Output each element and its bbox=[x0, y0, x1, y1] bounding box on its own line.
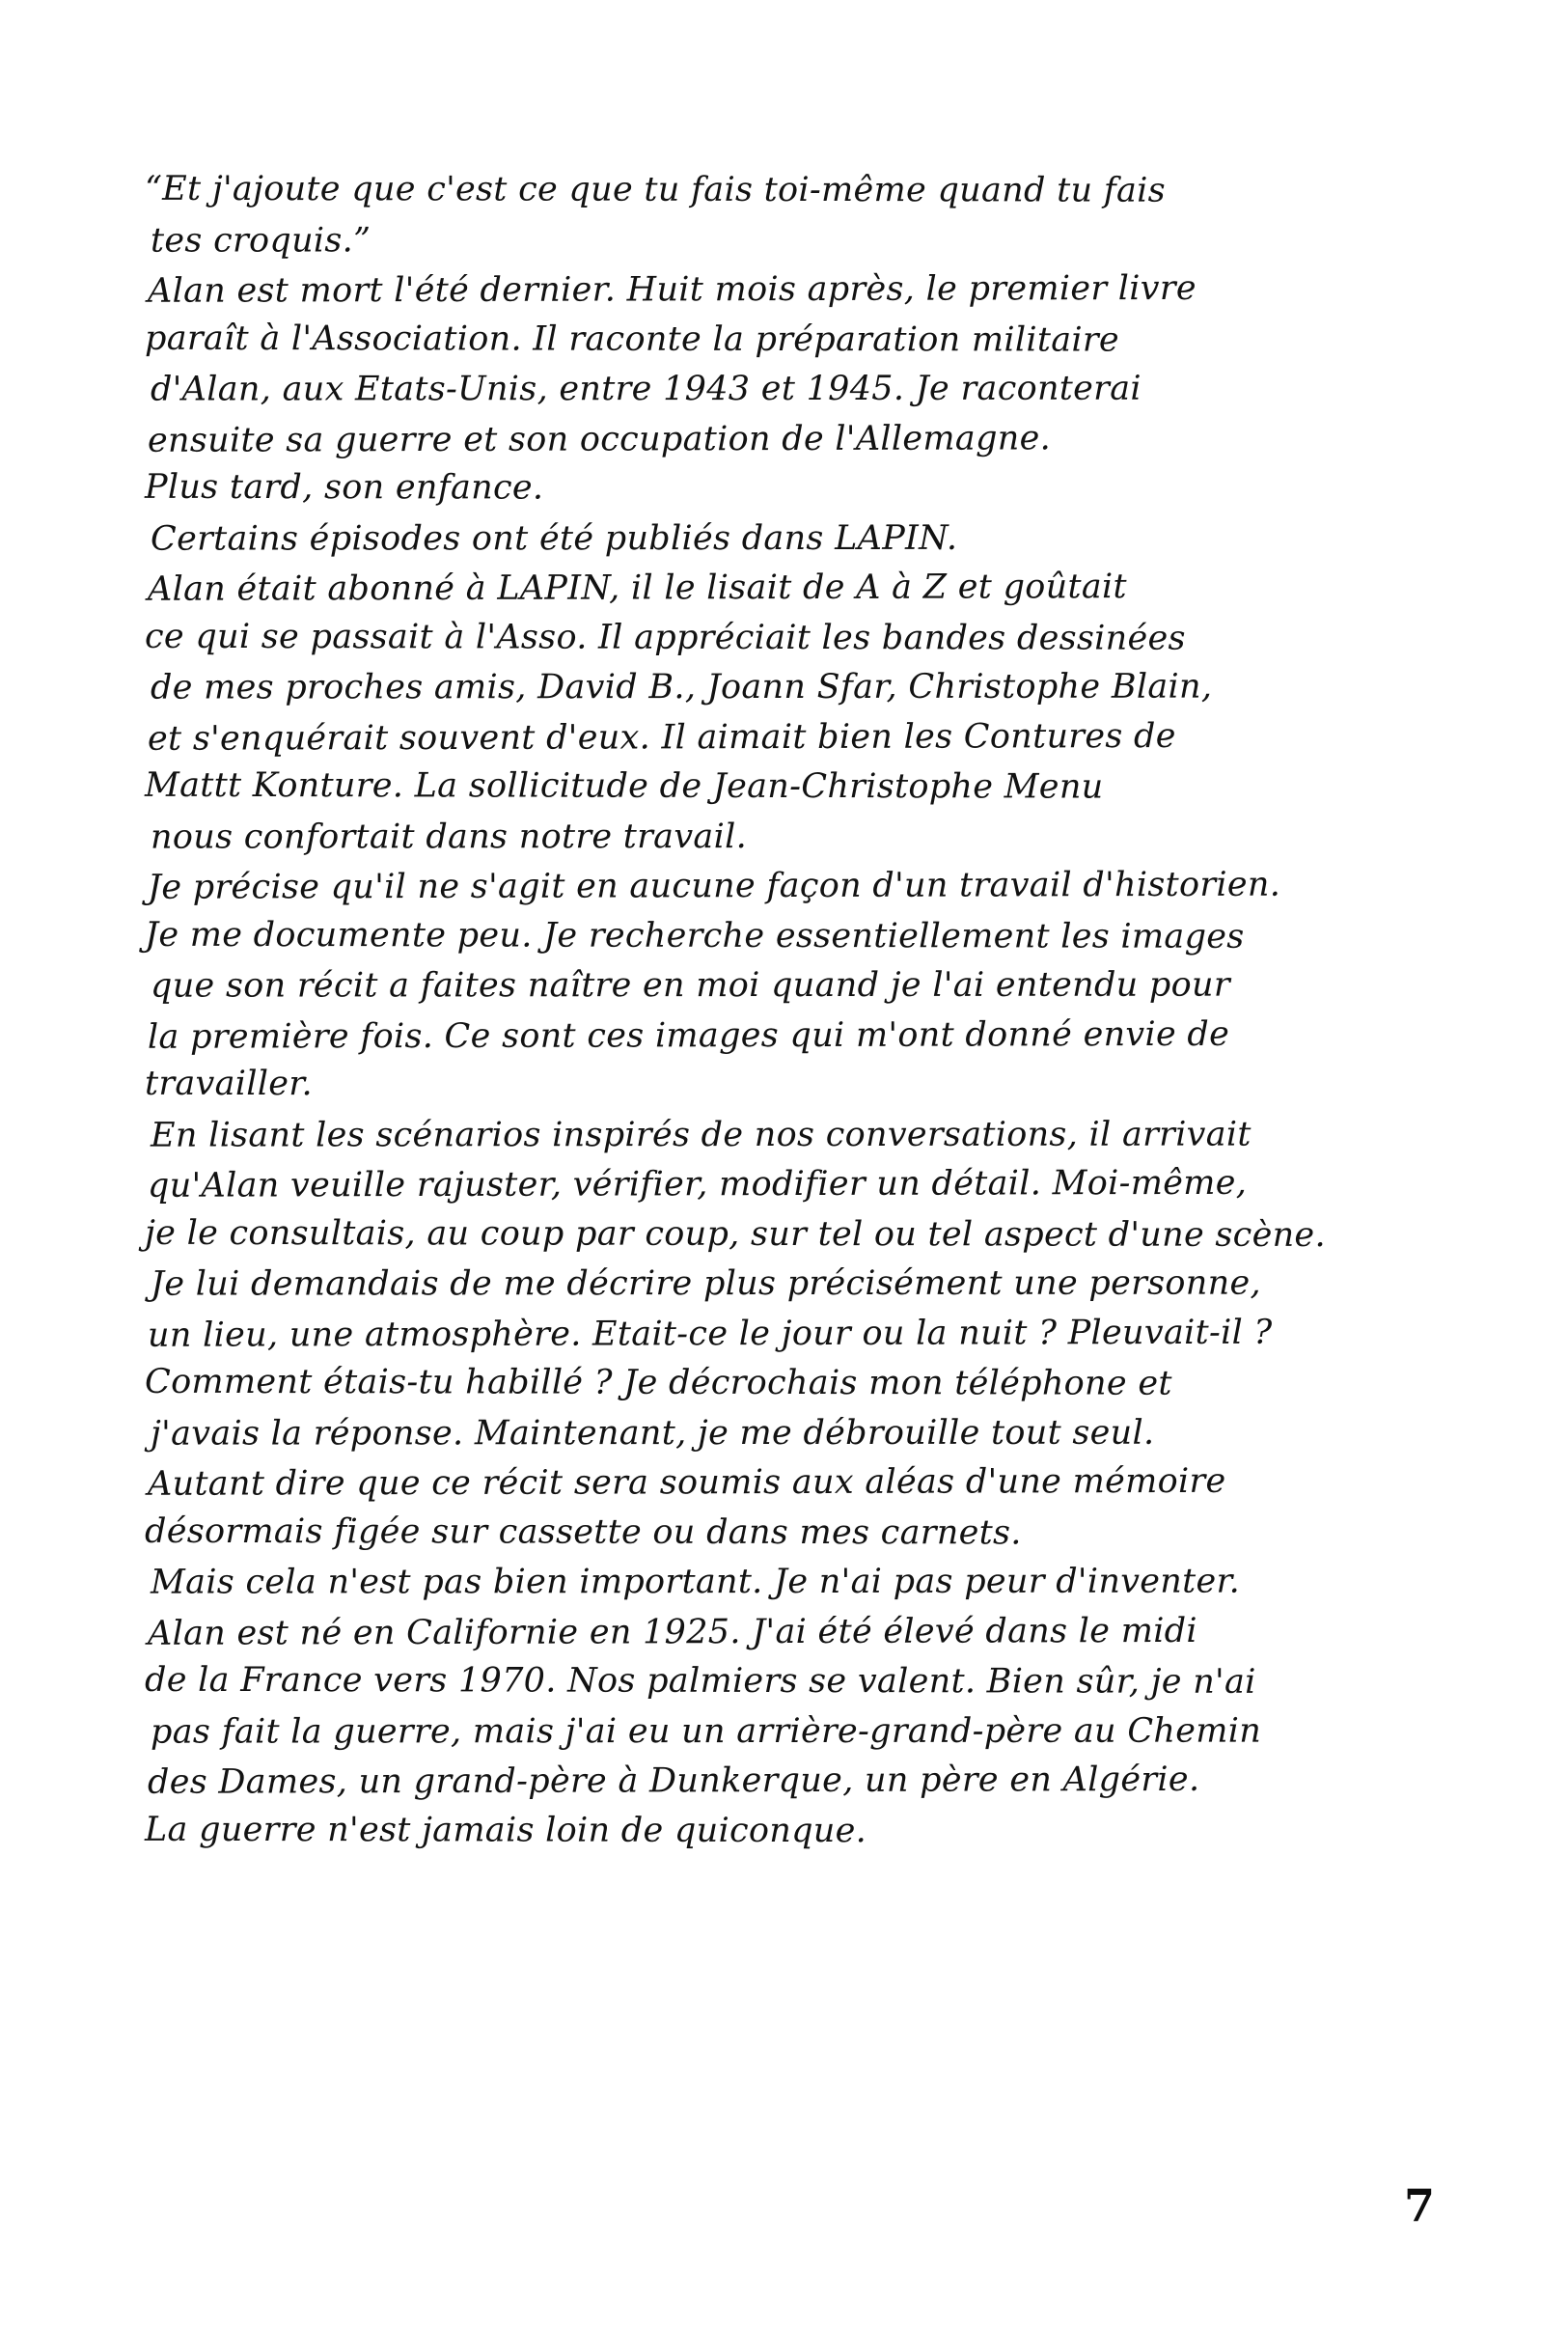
handwritten-line: En lisant les scénarios inspirés de nos conversations, il arrivait bbox=[150, 1115, 1252, 1155]
handwritten-line: Mais cela n'est pas bien important. Je n'ai pas peur d'inventer. bbox=[150, 1562, 1241, 1602]
handwritten-line: ensuite sa guerre et son occupation de l'Allemagne. bbox=[147, 418, 1052, 460]
handwritten-line: Certains épisodes ont été publiés dans LAPIN. bbox=[150, 518, 958, 559]
handwritten-line: des Dames, un grand-père à Dunkerque, un père en Algérie. bbox=[147, 1760, 1200, 1802]
handwritten-line: Autant dire que ce récit sera soumis aux aléas d'une mémoire bbox=[147, 1461, 1226, 1504]
handwritten-line: j'avais la réponse. Maintenant, je me débrouille tout seul. bbox=[150, 1413, 1155, 1454]
handwritten-line: de la France vers 1970. Nos palmiers se valent. Bien sûr, je n'ai bbox=[144, 1660, 1256, 1702]
handwritten-text-block bbox=[145, 166, 1443, 1856]
page-number: 7 bbox=[1403, 2179, 1435, 2231]
handwritten-line: travailler. bbox=[144, 1064, 313, 1104]
handwritten-line: Je lui demandais de me décrire plus précisément une personne, bbox=[150, 1263, 1261, 1304]
handwritten-line: paraît à l'Association. Il raconte la préparation militaire bbox=[144, 319, 1119, 360]
handwritten-line: La guerre n'est jamais loin de quiconque. bbox=[144, 1810, 867, 1850]
handwritten-line: ce qui se passait à l'Asso. Il appréciait les bandes dessinées bbox=[144, 617, 1186, 658]
handwritten-line: qu'Alan veuille rajuster, vérifier, modifier un détail. Moi-même, bbox=[147, 1163, 1248, 1206]
handwritten-line: désormais figée sur cassette ou dans mes carnets. bbox=[144, 1511, 1022, 1552]
handwritten-line: Alan est mort l'été dernier. Huit mois après, le premier livre bbox=[147, 268, 1197, 311]
handwritten-line: Mattt Konture. La sollicitude de Jean-Christophe Menu bbox=[144, 765, 1104, 807]
handwritten-line: “Et j'ajoute que c'est ce que tu fais toi-même quand tu fais bbox=[144, 169, 1166, 210]
handwritten-line: Je me documente peu. Je recherche essentiellement les images bbox=[144, 915, 1245, 956]
handwritten-line: Comment étais-tu habillé ? Je décrochais mon téléphone et bbox=[144, 1362, 1172, 1403]
handwritten-line: Je précise qu'il ne s'agit en aucune façon d'un travail d'historien. bbox=[147, 865, 1281, 907]
handwritten-line: que son récit a faites naître en moi quand je l'ai entendu pour bbox=[150, 965, 1230, 1006]
handwritten-line: Alan est né en Californie en 1925. J'ai été élevé dans le midi bbox=[147, 1611, 1197, 1653]
handwritten-line: je le consultais, au coup par coup, sur tel ou tel aspect d'une scène. bbox=[144, 1213, 1326, 1255]
handwritten-line: pas fait la guerre, mais j'ai eu un arrière-grand-père au Chemin bbox=[150, 1711, 1262, 1752]
handwritten-line: Plus tard, son enfance. bbox=[144, 467, 544, 508]
handwritten-line: tes croquis.” bbox=[150, 220, 371, 261]
handwritten-line: un lieu, une atmosphère. Etait-ce le jour ou la nuit ? Pleuvait-il ? bbox=[147, 1313, 1273, 1355]
handwritten-line: d'Alan, aux Etats-Unis, entre 1943 et 1945. Je raconterai bbox=[150, 369, 1142, 409]
handwritten-line: Alan était abonné à LAPIN, il le lisait de A à Z et goûtait bbox=[147, 568, 1127, 609]
handwritten-line: nous confortait dans notre travail. bbox=[150, 817, 748, 857]
handwritten-line: et s'enquérait souvent d'eux. Il aimait bien les Contures de bbox=[147, 716, 1176, 759]
handwritten-line: de mes proches amis, David B., Joann Sfar, Christophe Blain, bbox=[150, 667, 1213, 707]
handwritten-line: la première fois. Ce sont ces images qui m'ont donné envie de bbox=[147, 1014, 1230, 1057]
